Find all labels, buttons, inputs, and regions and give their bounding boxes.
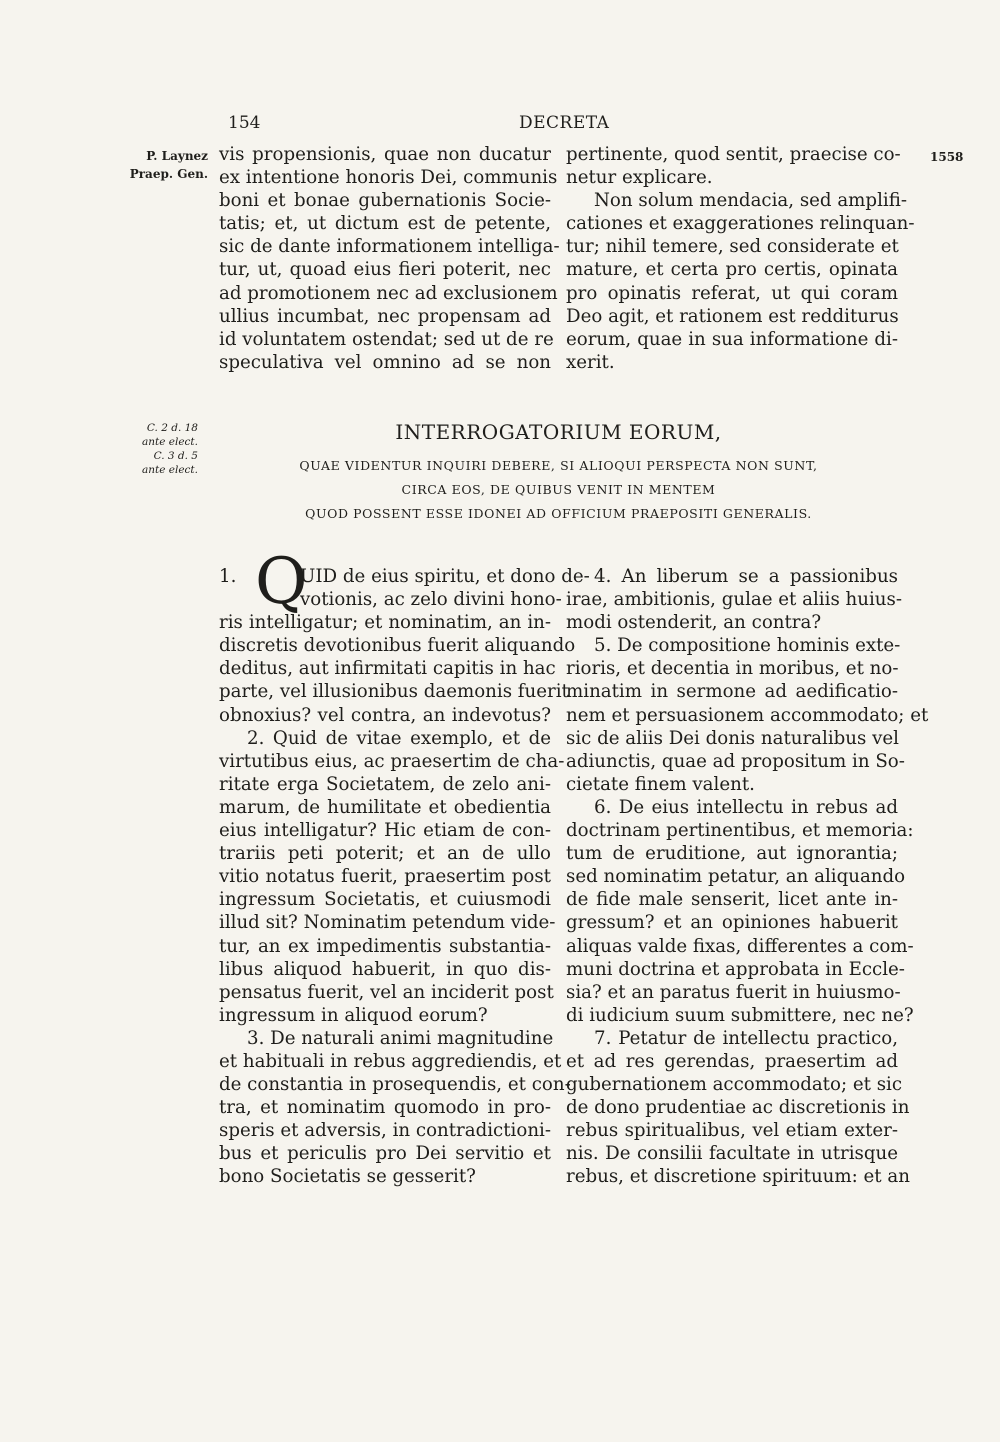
text-line: bus et periculis pro Dei servitio et (219, 1143, 551, 1165)
text-line: pensatus fuerit, vel an inciderit post (219, 981, 554, 1003)
text-line: tur, ut, quoad eius fieri poterit, nec (219, 259, 551, 281)
text-line: ex intentione honoris Dei, communis (219, 167, 558, 189)
text-line: 5. De compositione hominis exte- (594, 635, 901, 657)
margin-ref-line: C. 2 d. 18 (146, 422, 198, 434)
text-line: id voluntatem ostendat; sed ut de re (219, 328, 554, 350)
text-line: ad promotionem nec ad exclusionem (219, 282, 558, 304)
text-line: marum, de humilitate et obedientia (219, 796, 551, 818)
section-subtitle: CIRCA EOS, DE QUIBUS VENIT IN MENTEM (401, 482, 716, 497)
text-line: sed nominatim petatur, an aliquando (566, 866, 906, 888)
text-line: et habituali in rebus aggrediendis, et (219, 1050, 562, 1072)
text-line: rioris, et decentia in moribus, et no- (566, 658, 899, 680)
text-line: Deo agit, et rationem est redditurus (566, 305, 899, 327)
section-subtitle: QUAE VIDENTUR INQUIRI DEBERE, SI ALIOQUI PERSPECTA NON SUNT, (299, 458, 818, 473)
margin-author-line: Praep. Gen. (129, 167, 208, 181)
text-line: rebus spiritualibus, vel etiam exter- (566, 1120, 898, 1142)
text-line: 4. An liberum se a passionibus (594, 566, 898, 587)
text-line: Non solum mendacia, sed amplifi- (594, 190, 907, 212)
text-line: sic de dante informationem intelliga- (219, 236, 560, 258)
text-line: 6. De eius intellectu in rebus ad (594, 796, 898, 818)
text-line: netur explicare. (566, 167, 713, 189)
text-line: tatis; et, ut dictum est de petente, (219, 213, 551, 235)
margin-author-line: P. Laynez (146, 149, 208, 163)
text-line: 2. Quid de vitae exemplo, et de (247, 727, 551, 749)
text-line: virtutibus eius, ac praesertim de cha- (219, 750, 565, 772)
section-title: INTERROGATORIUM EORUM, (395, 420, 722, 444)
text-line: mature, et certa pro certis, opinata (566, 259, 898, 281)
text-line: minatim in sermone ad aedificatio- (566, 681, 898, 703)
text-line: UID de eius spiritu, et dono de- (300, 566, 590, 587)
text-line: et ad res gerendas, praesertim ad (566, 1050, 898, 1072)
text-line: discretis devotionibus fuerit aliquando (219, 635, 576, 657)
text-line: speris et adversis, in contradictioni- (219, 1120, 551, 1142)
text-line: ris intelligatur; et nominatim, an in- (219, 612, 551, 634)
text-line: de constantia in prosequendis, et con- (219, 1074, 571, 1096)
text-line: pertinente, quod sentit, praecise co- (566, 144, 901, 165)
margin-author (122, 147, 208, 183)
text-line: adiunctis, quae ad propositum in So- (566, 750, 905, 772)
item-number: 1. (219, 566, 237, 587)
section-subtitle: QUOD POSSENT ESSE IDONEI AD OFFICIUM PRAEPOSITI GENERALIS. (305, 506, 812, 521)
text-line: illud sit? Nominatim petendum vide- (219, 912, 556, 934)
text-line: eorum, quae in sua informatione di- (566, 328, 898, 350)
text-line: speculativa vel omnino ad se non (219, 351, 551, 373)
text-line: ingressum in aliquod eorum? (219, 1004, 488, 1026)
margin-ref-line: ante elect. (141, 464, 198, 476)
column-1-bottom (219, 565, 590, 1189)
text-line: xerit. (566, 351, 615, 373)
margin-year: 1558 (930, 150, 964, 164)
text-line: nem et persuasionem accommodato; et (566, 704, 929, 726)
text-line: modi ostenderit, an contra? (566, 612, 822, 634)
text-line: doctrinam pertinentibus, et memoria: (566, 820, 914, 842)
text-line: gressum? et an opiniones habuerit (566, 912, 898, 934)
text-line: tra, et nominatim quomodo in pro- (219, 1097, 551, 1119)
text-line: ingressum Societatis, et cuiusmodi (219, 889, 551, 911)
margin-references (112, 421, 198, 477)
text-line: votionis, ac zelo divini hono- (300, 589, 562, 611)
text-line: pro opinatis referat, ut qui coram (566, 282, 898, 304)
margin-ref-line: C. 3 d. 5 (153, 450, 198, 462)
margin-ref-line: ante elect. (141, 436, 198, 448)
text-line: ritate erga Societatem, de zelo ani- (219, 773, 551, 795)
text-line: de fide male senserit, licet ante in- (566, 889, 898, 911)
text-line: sia? et an paratus fuerit in huiusmo- (566, 981, 901, 1003)
text-line: obnoxius? vel contra, an indevotus? (219, 704, 551, 726)
text-line: 3. De naturali animi magnitudine (247, 1027, 554, 1049)
text-line: eius intelligatur? Hic etiam de con- (219, 820, 551, 842)
text-line: vitio notatus fuerit, praesertim post (219, 866, 551, 888)
text-line: irae, ambitionis, gulae et aliis huius- (566, 589, 902, 611)
running-head: DECRETA (519, 113, 610, 133)
text-line: boni et bonae gubernationis Socie- (219, 190, 551, 212)
text-line: aliquas valde fixas, differentes a com- (566, 935, 914, 957)
text-line: muni doctrina et approbata in Eccle- (566, 958, 905, 980)
text-line: tur, an ex impedimentis substantia- (219, 935, 551, 957)
page-number: 154 (228, 113, 261, 133)
text-line: sic de aliis Dei donis naturalibus vel (566, 727, 899, 749)
text-line: bono Societatis se gesserit? (219, 1166, 476, 1188)
text-line: tur; nihil temere, sed considerate et (566, 236, 899, 258)
text-line: cietate finem valent. (566, 773, 755, 795)
text-line: 7. Petatur de intellectu practico, (594, 1027, 898, 1049)
drop-cap: Q (255, 545, 308, 619)
text-line: parte, vel illusionibus daemonis fuerit (219, 681, 569, 703)
text-line: gubernationem accommodato; et sic (566, 1074, 903, 1096)
text-line: nis. De consilii facultate in utrisque (566, 1143, 898, 1165)
text-line: de dono prudentiae ac discretionis in (566, 1097, 910, 1119)
text-line: cationes et exaggerationes relinquan- (566, 213, 915, 235)
text-line: di iudicium suum submittere, nec ne? (566, 1004, 914, 1026)
text-line: deditus, aut infirmitati capitis in hac (219, 658, 556, 680)
text-line: tum de eruditione, aut ignorantia; (566, 843, 898, 865)
column-2-top (566, 143, 915, 374)
text-line: libus aliquod habuerit, in quo dis- (219, 958, 551, 980)
text-line: rebus, et discretione spirituum: et an (566, 1166, 910, 1188)
column-2-bottom (566, 565, 929, 1189)
text-line: trariis peti poterit; et an de ullo (219, 843, 551, 865)
column-1-top (219, 143, 560, 374)
text-line: vis propensionis, quae non ducatur (219, 144, 551, 165)
text-line: ullius incumbat, nec propensam ad (219, 305, 551, 327)
